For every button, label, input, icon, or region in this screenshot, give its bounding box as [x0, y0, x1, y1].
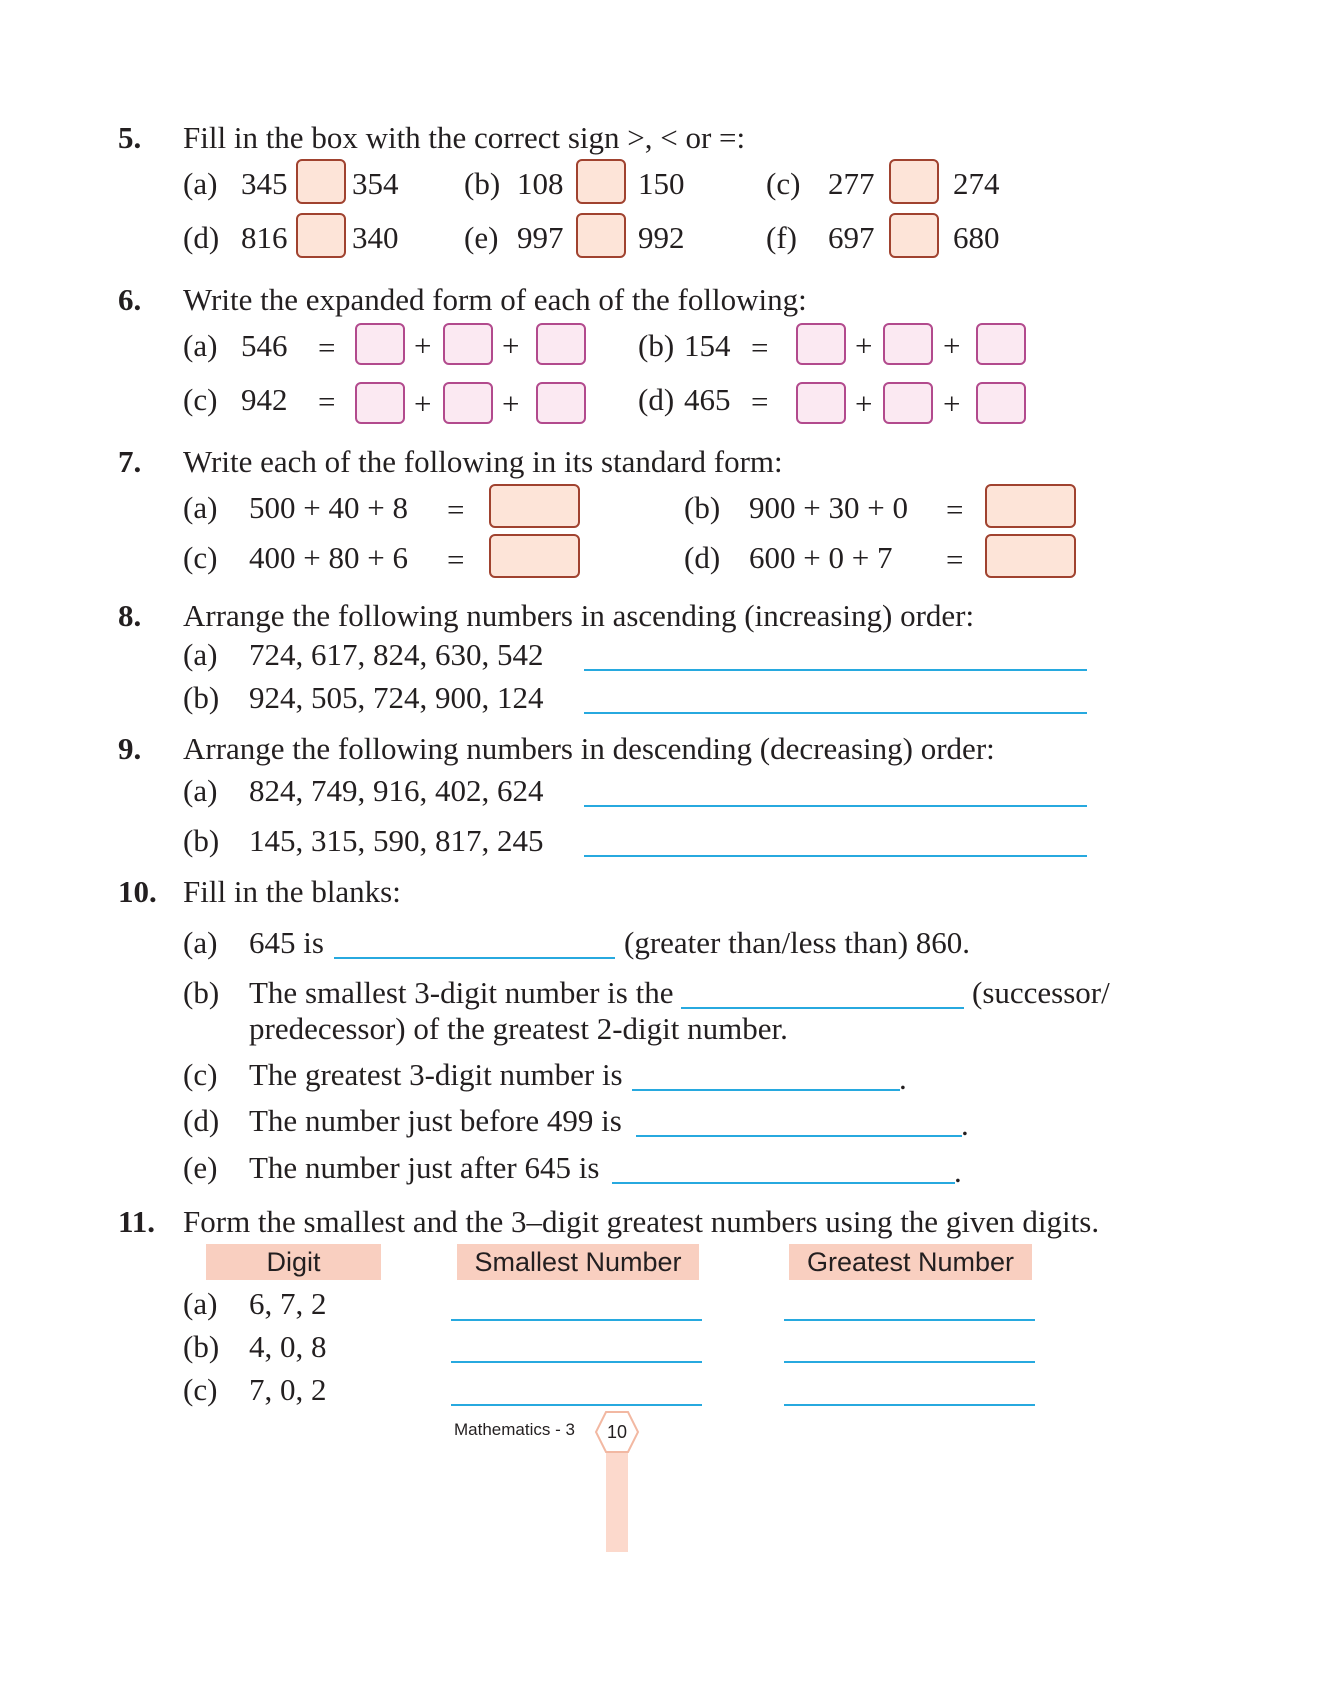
- ones-answer-box[interactable]: [976, 382, 1026, 424]
- question-instruction: Fill in the box with the correct sign >, < or =:: [183, 120, 746, 155]
- plus-sign: +: [502, 328, 520, 363]
- answer-line[interactable]: [584, 669, 1087, 671]
- plus-sign: +: [943, 386, 961, 421]
- item-label: (b): [183, 975, 220, 1010]
- sentence-start: The number just after 645 is: [249, 1150, 600, 1185]
- question-number: 11.: [118, 1204, 156, 1239]
- question-instruction: Form the smallest and the 3–digit greatest numbers using the given digits.: [183, 1204, 1100, 1239]
- left-number: 277: [828, 166, 875, 201]
- item-label: (a): [183, 166, 218, 201]
- number-list: 924, 505, 724, 900, 124: [249, 680, 544, 715]
- plus-sign: +: [414, 328, 432, 363]
- blank-line[interactable]: [681, 1007, 964, 1009]
- plus-sign: +: [414, 386, 432, 421]
- question-instruction: Write the expanded form of each of the following:: [183, 282, 807, 317]
- hundreds-answer-box[interactable]: [355, 323, 405, 365]
- number-list: 824, 749, 916, 402, 624: [249, 773, 544, 808]
- smallest-number-column-header: Smallest Number: [457, 1244, 699, 1280]
- equals-sign: =: [946, 492, 964, 527]
- left-number: 345: [241, 166, 288, 201]
- plus-sign: +: [855, 386, 873, 421]
- right-number: 354: [352, 166, 399, 201]
- sentence-start: 645 is: [249, 925, 324, 960]
- sentence-start: The greatest 3-digit number is: [249, 1057, 623, 1092]
- question-instruction: Write each of the following in its standard form:: [183, 444, 783, 479]
- question-number: 8.: [118, 598, 142, 633]
- blank-line[interactable]: [334, 957, 615, 959]
- smallest-answer-line[interactable]: [451, 1361, 702, 1363]
- right-number: 680: [953, 220, 1000, 255]
- item-label: (b): [464, 166, 501, 201]
- greatest-answer-line[interactable]: [784, 1319, 1035, 1321]
- sentence-end: (greater than/less than) 860.: [624, 925, 971, 960]
- equals-sign: =: [751, 330, 769, 365]
- question-instruction: Fill in the blanks:: [183, 874, 401, 909]
- hundreds-answer-box[interactable]: [796, 382, 846, 424]
- item-label: (c): [183, 382, 218, 417]
- expression: 600 + 0 + 7: [749, 540, 893, 575]
- equals-sign: =: [751, 384, 769, 419]
- item-value: 942: [241, 382, 288, 417]
- item-label: (c): [183, 1057, 218, 1092]
- right-number: 150: [638, 166, 685, 201]
- question-instruction: Arrange the following numbers in ascending (increasing) order:: [183, 598, 975, 633]
- sign-answer-box[interactable]: [296, 159, 346, 204]
- standard-form-answer-box[interactable]: [489, 484, 580, 528]
- item-label: (a): [183, 925, 218, 960]
- question-number: 7.: [118, 444, 142, 479]
- right-number: 340: [352, 220, 399, 255]
- right-number: 274: [953, 166, 1000, 201]
- smallest-answer-line[interactable]: [451, 1319, 702, 1321]
- greatest-number-column-header: Greatest Number: [789, 1244, 1032, 1280]
- item-label: (e): [183, 1150, 218, 1185]
- tens-answer-box[interactable]: [443, 382, 493, 424]
- item-label: (b): [183, 1329, 220, 1364]
- page-tab-strip: [606, 1452, 628, 1552]
- expression: 400 + 80 + 6: [249, 540, 408, 575]
- answer-line[interactable]: [584, 855, 1087, 857]
- sentence-continuation: predecessor) of the greatest 2-digit number.: [249, 1011, 788, 1046]
- item-label: (d): [183, 220, 220, 255]
- item-label: (a): [183, 773, 218, 808]
- hundreds-answer-box[interactable]: [355, 382, 405, 424]
- ones-answer-box[interactable]: [536, 323, 586, 365]
- expression: 900 + 30 + 0: [749, 490, 908, 525]
- item-label: (a): [183, 1286, 218, 1321]
- ones-answer-box[interactable]: [976, 323, 1026, 365]
- number-list: 724, 617, 824, 630, 542: [249, 637, 544, 672]
- plus-sign: +: [855, 328, 873, 363]
- answer-line[interactable]: [584, 712, 1087, 714]
- equals-sign: =: [318, 330, 336, 365]
- question-number: 10.: [118, 874, 157, 909]
- sign-answer-box[interactable]: [889, 159, 939, 204]
- item-label: (d): [638, 382, 675, 417]
- digits: 7, 0, 2: [249, 1372, 327, 1407]
- tens-answer-box[interactable]: [443, 323, 493, 365]
- item-label: (f): [766, 220, 797, 255]
- digits: 6, 7, 2: [249, 1286, 327, 1321]
- item-value: 546: [241, 328, 288, 363]
- sign-answer-box[interactable]: [576, 159, 626, 204]
- question-number: 9.: [118, 731, 142, 766]
- sentence-end: (successor/: [972, 975, 1110, 1010]
- answer-line[interactable]: [584, 805, 1087, 807]
- item-value: 465: [684, 382, 731, 417]
- tens-answer-box[interactable]: [883, 382, 933, 424]
- ones-answer-box[interactable]: [536, 382, 586, 424]
- question-instruction: Arrange the following numbers in descending (decreasing) order:: [183, 731, 995, 766]
- item-label: (e): [464, 220, 499, 255]
- left-number: 816: [241, 220, 288, 255]
- number-list: 145, 315, 590, 817, 245: [249, 823, 544, 858]
- sentence-start: The smallest 3-digit number is the: [249, 975, 674, 1010]
- digits: 4, 0, 8: [249, 1329, 327, 1364]
- digit-column-header: Digit: [206, 1244, 381, 1280]
- sentence-start: The number just before 499 is: [249, 1103, 622, 1138]
- page-number: 10: [606, 1422, 628, 1442]
- blank-line[interactable]: [612, 1182, 955, 1184]
- sign-answer-box[interactable]: [889, 213, 939, 258]
- sign-answer-box[interactable]: [576, 213, 626, 258]
- tens-answer-box[interactable]: [883, 323, 933, 365]
- sign-answer-box[interactable]: [296, 213, 346, 258]
- plus-sign: +: [943, 328, 961, 363]
- left-number: 697: [828, 220, 875, 255]
- plus-sign: +: [502, 386, 520, 421]
- sentence-end: .: [961, 1107, 969, 1142]
- item-label: (b): [183, 680, 220, 715]
- item-label: (b): [684, 490, 721, 525]
- equals-sign: =: [318, 384, 336, 419]
- book-title: Mathematics - 3: [454, 1420, 575, 1439]
- item-label: (a): [183, 328, 218, 363]
- expression: 500 + 40 + 8: [249, 490, 408, 525]
- hundreds-answer-box[interactable]: [796, 323, 846, 365]
- item-value: 154: [684, 328, 731, 363]
- standard-form-answer-box[interactable]: [489, 534, 580, 578]
- equals-sign: =: [447, 542, 465, 577]
- sentence-end: .: [899, 1061, 907, 1096]
- question-number: 5.: [118, 120, 142, 155]
- sentence-end: .: [954, 1154, 962, 1189]
- equals-sign: =: [946, 542, 964, 577]
- item-label: (c): [183, 540, 218, 575]
- greatest-answer-line[interactable]: [784, 1361, 1035, 1363]
- blank-line[interactable]: [632, 1089, 900, 1091]
- item-label: (b): [638, 328, 675, 363]
- blank-line[interactable]: [636, 1135, 962, 1137]
- item-label: (c): [183, 1372, 218, 1407]
- item-label: (a): [183, 490, 218, 525]
- equals-sign: =: [447, 492, 465, 527]
- left-number: 108: [517, 166, 564, 201]
- greatest-answer-line[interactable]: [784, 1404, 1035, 1406]
- item-label: (a): [183, 637, 218, 672]
- question-number: 6.: [118, 282, 142, 317]
- smallest-answer-line[interactable]: [451, 1404, 702, 1406]
- left-number: 997: [517, 220, 564, 255]
- item-label: (b): [183, 823, 220, 858]
- item-label: (c): [766, 166, 801, 201]
- item-label: (d): [684, 540, 721, 575]
- right-number: 992: [638, 220, 685, 255]
- standard-form-answer-box[interactable]: [985, 534, 1076, 578]
- item-label: (d): [183, 1103, 220, 1138]
- standard-form-answer-box[interactable]: [985, 484, 1076, 528]
